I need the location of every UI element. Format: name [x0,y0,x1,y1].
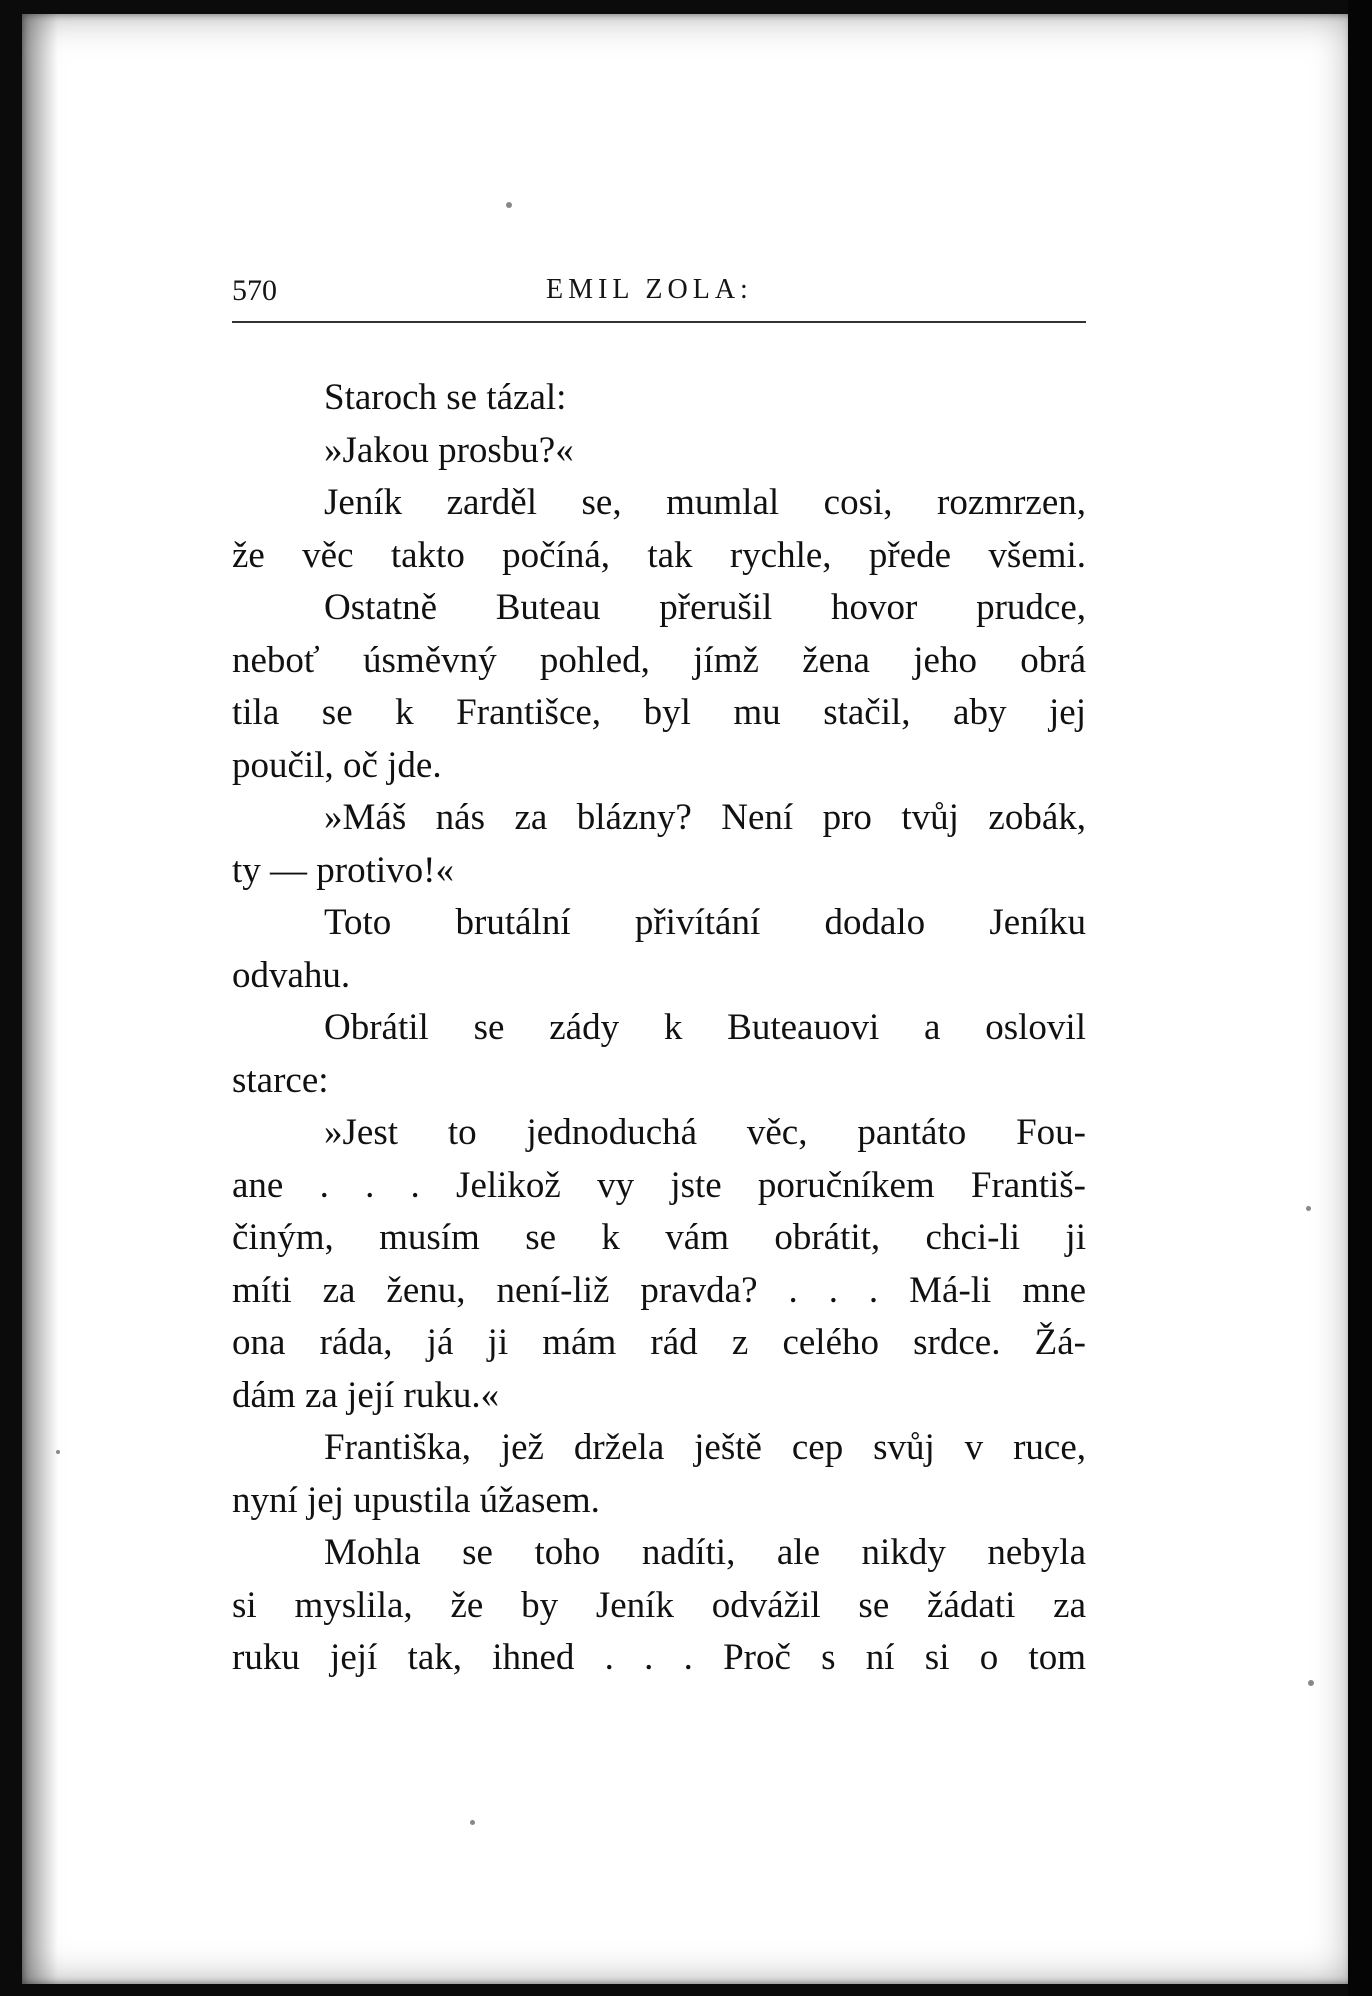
text-line: dám za její ruku.« [232,1374,500,1416]
scan-speck [506,202,512,208]
body-text [232,372,1086,1685]
text-line: nyní jej upustila úžasem. [232,1479,600,1521]
text-line: ty — protivo!« [232,849,454,891]
text-line: míti za ženu, není-liž pravda? . . . Má-li mne [232,1269,1086,1311]
page-gutter-shadow [22,14,58,1984]
text-line: ruku její tak, ihned . . . Proč s ní si o tom [232,1637,1086,1678]
text-line: si myslila, že by Jeník odvážil se žádati za [232,1584,1086,1626]
text-line: Mohla se toho nadíti, ale nikdy nebyla [324,1532,1086,1573]
text-line: Ostatně Buteau přerušil hovor prudce, [324,587,1086,628]
text-line: tila se k Františce, byl mu stačil, aby jej [232,692,1086,733]
text-line: že věc takto počíná, tak rychle, přede všemi. [232,534,1086,576]
header-rule [232,321,1086,323]
text-line: Jeník zarděl se, mumlal cosi, rozmrzen, [324,482,1086,523]
text-line: Toto brutální přivítání dodalo Jeníku [324,902,1086,943]
text-line: starce: [232,1059,329,1101]
text-line: činým, musím se k vám obrátit, chci-li ji [232,1217,1086,1258]
scan-speck [470,1820,475,1825]
text-line: Obrátil se zády k Buteauovi a oslovil [324,1007,1086,1048]
running-title: EMIL ZOLA: [546,274,753,305]
scan-speck [56,1450,60,1454]
page-right-edge [1348,0,1372,1996]
text-line: Staroch se tázal: [324,377,567,418]
text-line: »Jest to jednoduchá věc, pantáto Fou- [324,1112,1086,1153]
text-line: odvahu. [232,954,351,996]
text-line: ona ráda, já ji mám rád z celého srdce. Žá- [232,1322,1086,1363]
text-line: »Máš nás za blázny? Není pro tvůj zobák, [324,797,1086,838]
scan-speck [1308,1680,1314,1686]
running-header [232,270,1086,312]
scan-speck [1306,1206,1311,1211]
page-number: 570 [232,274,277,307]
text-line: neboť úsměvný pohled, jímž žena jeho obrá [232,639,1086,681]
text-line: poučil, oč jde. [232,744,442,786]
text-line: ane . . . Jelikož vy jste poručníkem Františ- [232,1164,1086,1206]
text-line: »Jakou prosbu?« [324,429,574,471]
text-line: Františka, jež držela ještě cep svůj v ruce, [324,1427,1086,1468]
